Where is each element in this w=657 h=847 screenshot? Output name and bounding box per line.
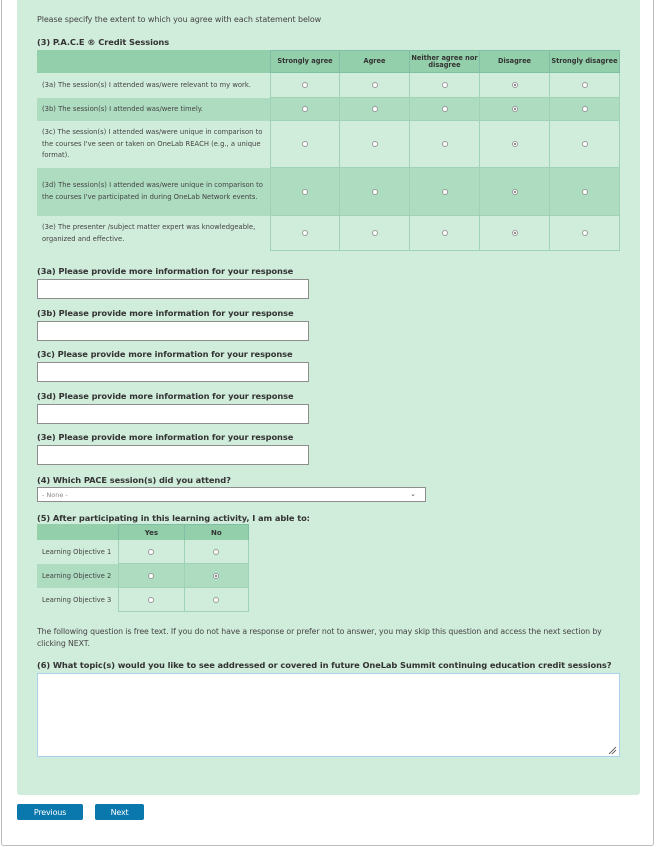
followup-input-c[interactable]: [37, 362, 309, 382]
matrix-row: [37, 73, 620, 98]
matrix-cell: [480, 98, 550, 121]
radio-agree[interactable]: [372, 106, 378, 112]
q6-label: (6) What topic(s) would you like to see addressed or covered in future OneLab Summit continuing education credit sessions?: [37, 660, 612, 670]
radio-no[interactable]: [213, 597, 219, 603]
matrix-cell: [480, 73, 550, 98]
topics-textarea[interactable]: [37, 673, 620, 757]
lo-header-blank: [37, 524, 118, 540]
radio-strongly-agree[interactable]: [302, 189, 308, 195]
radio-yes[interactable]: [148, 573, 154, 579]
radio-neither-agree-nor-disagree[interactable]: [442, 141, 448, 147]
matrix-cell: [270, 73, 340, 98]
followup-input-e[interactable]: [37, 445, 309, 465]
matrix-cell: [340, 168, 410, 216]
col-strongly-disagree: Strongly disagree: [550, 50, 620, 73]
radio-disagree[interactable]: [512, 106, 518, 112]
matrix-header: [37, 50, 620, 73]
matrix-cell: [340, 73, 410, 98]
statement-text: (3c) The session(s) I attended was/were unique in comparison to the courses I've seen or taken on OneLab REACH (e.g., a unique format).: [37, 121, 270, 168]
col-yes: Yes: [118, 524, 184, 540]
followup-input-d[interactable]: [37, 404, 309, 424]
col-strongly-agree: Strongly agree: [270, 50, 340, 73]
matrix-cell: [410, 121, 480, 168]
followup-input-a[interactable]: [37, 279, 309, 299]
statement-text: (3b) The session(s) I attended was/were timely.: [37, 98, 270, 121]
radio-neither-agree-nor-disagree[interactable]: [442, 82, 448, 88]
intro-text: Please specify the extent to which you agree with each statement below: [37, 15, 322, 24]
matrix-header-blank: [37, 50, 270, 73]
q5-label: (5) After participating in this learning activity, I am able to:: [37, 513, 310, 523]
matrix-cell: [340, 121, 410, 168]
radio-disagree[interactable]: [512, 82, 518, 88]
lo-cell: [185, 540, 249, 564]
learning-objectives-table: [37, 524, 249, 612]
col-no: No: [185, 524, 249, 540]
pace-session-select[interactable]: [37, 487, 426, 502]
next-button[interactable]: Next: [95, 804, 144, 820]
matrix-row: [37, 98, 620, 121]
radio-strongly-disagree[interactable]: [582, 106, 588, 112]
select-value: - None -: [42, 491, 68, 499]
radio-yes[interactable]: [148, 549, 154, 555]
radio-agree[interactable]: [372, 82, 378, 88]
matrix-cell: [270, 98, 340, 121]
radio-disagree[interactable]: [512, 189, 518, 195]
lo-cell: [118, 540, 184, 564]
radio-neither-agree-nor-disagree[interactable]: [442, 106, 448, 112]
radio-strongly-disagree[interactable]: [582, 189, 588, 195]
followup-label: (3a) Please provide more information for your response: [37, 266, 294, 276]
chevron-down-icon: ⌄: [410, 490, 416, 498]
radio-agree[interactable]: [372, 230, 378, 236]
matrix-cell: [480, 121, 550, 168]
matrix-row: [37, 216, 620, 251]
radio-neither-agree-nor-disagree[interactable]: [442, 189, 448, 195]
lo-label: Learning Objective 3: [42, 596, 112, 604]
statement-text: (3d) The session(s) I attended was/were unique in comparison to the courses I've participated in during OneLab Network events.: [37, 168, 270, 216]
radio-neither-agree-nor-disagree[interactable]: [442, 230, 448, 236]
radio-strongly-disagree[interactable]: [582, 82, 588, 88]
radio-strongly-disagree[interactable]: [582, 230, 588, 236]
matrix-cell: [340, 216, 410, 251]
followup-label: (3e) Please provide more information for your response: [37, 432, 294, 442]
resize-grip-icon[interactable]: [608, 746, 617, 755]
lo-label: Learning Objective 1: [42, 548, 112, 556]
radio-no[interactable]: [213, 573, 219, 579]
lo-cell: [118, 588, 184, 612]
lo-cell: [185, 564, 249, 588]
radio-agree[interactable]: [372, 141, 378, 147]
matrix-cell: [270, 121, 340, 168]
matrix-cell: [550, 121, 620, 168]
q3-title: (3) P.A.C.E ® Credit Sessions: [37, 37, 170, 47]
radio-strongly-agree[interactable]: [302, 82, 308, 88]
radio-yes[interactable]: [148, 597, 154, 603]
lo-cell: [118, 564, 184, 588]
matrix-row: [37, 168, 620, 216]
matrix-cell: [270, 216, 340, 251]
lo-header: [37, 524, 249, 540]
radio-strongly-agree[interactable]: [302, 106, 308, 112]
radio-strongly-agree[interactable]: [302, 230, 308, 236]
matrix-row: [37, 121, 620, 168]
matrix-cell: [550, 216, 620, 251]
agreement-matrix: [37, 50, 620, 251]
statement-text: (3e) The presenter /subject matter expert was knowledgeable, organized and effective.: [37, 216, 270, 251]
col-neither: Neither agree nor disagree: [410, 50, 480, 73]
lo-row: [37, 540, 249, 564]
statement-text: (3a) The session(s) I attended was/were relevant to my work.: [37, 73, 270, 98]
matrix-cell: [340, 98, 410, 121]
col-agree: Agree: [340, 50, 410, 73]
matrix-cell: [550, 98, 620, 121]
followup-label: (3b) Please provide more information for your response: [37, 308, 294, 318]
matrix-cell: [410, 98, 480, 121]
followup-input-b[interactable]: [37, 321, 309, 341]
radio-strongly-agree[interactable]: [302, 141, 308, 147]
matrix-cell: [480, 216, 550, 251]
radio-disagree[interactable]: [512, 141, 518, 147]
matrix-cell: [550, 73, 620, 98]
previous-button[interactable]: Previous: [17, 804, 83, 820]
radio-disagree[interactable]: [512, 230, 518, 236]
free-text-note: The following question is free text. If you do not have a response or prefer not to answer, you may skip this question and access the next section by clicking NEXT.: [37, 627, 602, 648]
col-disagree: Disagree: [480, 50, 550, 73]
followup-label: (3c) Please provide more information for your response: [37, 349, 293, 359]
matrix-cell: [480, 168, 550, 216]
lo-label: Learning Objective 2: [37, 564, 118, 588]
q4-label: (4) Which PACE session(s) did you attend?: [37, 475, 231, 485]
matrix-cell: [410, 168, 480, 216]
matrix-cell: [410, 73, 480, 98]
radio-strongly-disagree[interactable]: [582, 141, 588, 147]
matrix-cell: [270, 168, 340, 216]
lo-cell: [185, 588, 249, 612]
matrix-cell: [410, 216, 480, 251]
lo-row: [37, 564, 249, 588]
followup-label: (3d) Please provide more information for your response: [37, 391, 294, 401]
matrix-cell: [550, 168, 620, 216]
radio-no[interactable]: [213, 549, 219, 555]
radio-agree[interactable]: [372, 189, 378, 195]
lo-row: [37, 588, 249, 612]
